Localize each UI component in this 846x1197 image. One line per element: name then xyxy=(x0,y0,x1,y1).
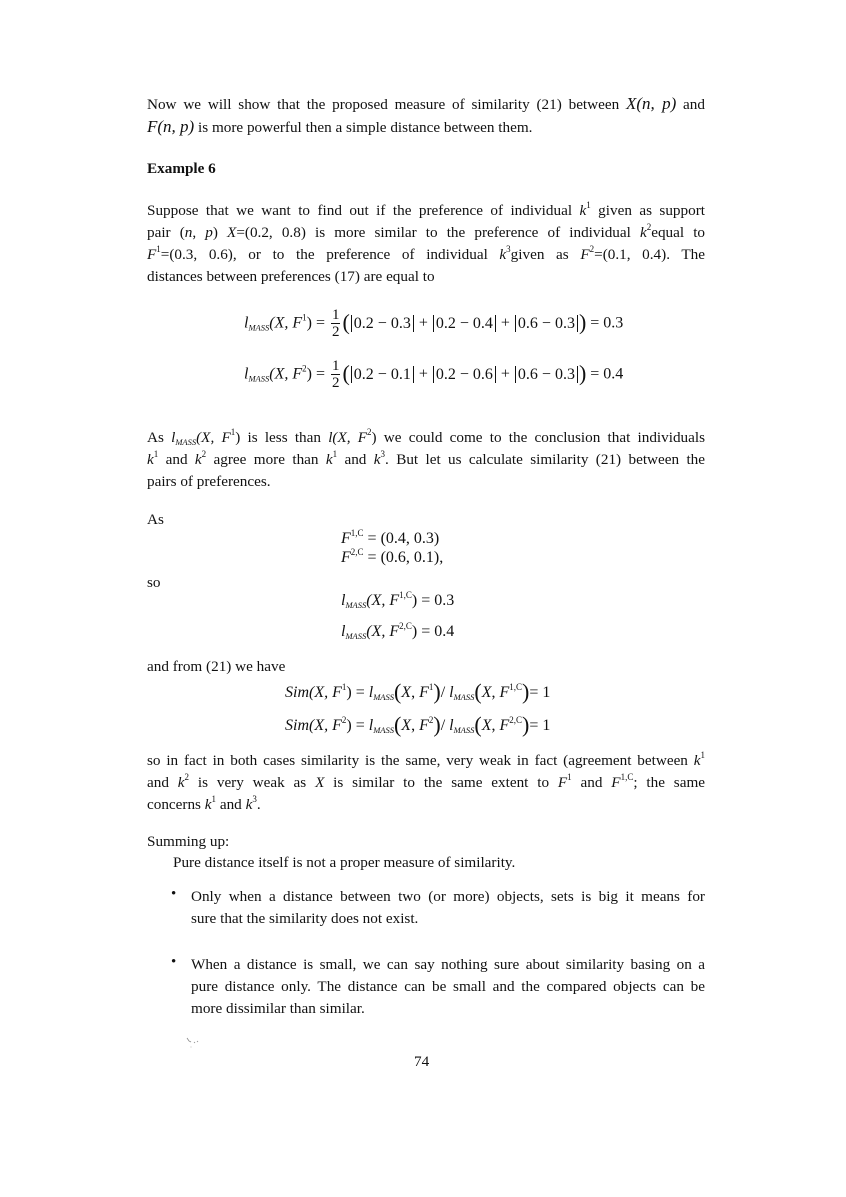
summing-up-label: Summing up: xyxy=(147,833,230,850)
bullet-item: When a distance is small, we can say nothing sure about similarity basing on a pure distance only. The distance can be small and the compared objects can be more dissimilar than similar. xyxy=(191,956,705,1017)
equation-distance-1: $l_{MASS}(X$, $F^1$) = $\frac{1}{2}$ ( 0.2 − 0.3 + 0.2 − 0.4 + 0.6 − 0.3 ) = 0.3 xyxy=(244,307,624,340)
bullet-icon: • xyxy=(171,954,177,970)
equation-f1c: $F^{1,C} = (0.4$, 0.3) xyxy=(341,528,440,547)
scan-artifact-mark xyxy=(186,1036,200,1048)
comparison-paragraph: As $l_{MASS}(X$, $F^1$) is less than l(X, $F^2$) we could come to the conclusion that individuals $k^1$ and $k^2$ agree more than $k^1$ and $k^3$. But let us calculate similarity (21) between the pairs of preferences. xyxy=(147,427,706,490)
equation-sim-1: Sim(X, $F^1) = l_{MASS}(X$, $F^1)/$ $l_{MASS}(X$, $F^{1,C})= 1$ xyxy=(285,679,551,704)
example-heading: Example 6 xyxy=(147,160,216,177)
bullet-icon: • xyxy=(171,886,177,902)
equation-sim-2: Sim(X, $F^2) = l_{MASS}(X$, $F^2)/$ $l_{MASS}(X$, $F^{2,C})= 1$ xyxy=(285,712,551,737)
equation-distance-2: $l_{MASS}(X$, $F^2$) = $\frac{1}{2}$ ( 0.2 − 0.1 + 0.2 − 0.6 + 0.6 − 0.3 ) = 0.4 xyxy=(244,358,624,391)
intro-paragraph: Now we will show that the proposed measure of similarity (21) between X(n, p) and F(n, p) is more powerful then a simple distance between them. xyxy=(147,94,705,136)
bullet-item: Only when a distance between two (or more) objects, sets is big it means for sure that the similarity does not exist. xyxy=(191,888,705,927)
equation-lmass-f2c: $l_{MASS}(X$, $F^{2,C}) = 0.4$ xyxy=(341,621,455,641)
equation-lmass-f1c: $l_{MASS}(X$, $F^{1,C}) = 0.3$ xyxy=(341,590,455,610)
as-label: As xyxy=(147,511,164,528)
and-from-label: and from (21) we have xyxy=(147,658,286,675)
example-paragraph: Suppose that we want to find out if the preference of individual $k^1$ given as support pair (n, p) X=(0.2, 0.8) is more similar to the preference of individual $k^2equal$ to $F^1=(0.3$, 0.6), or to the preference of individual $k^3given$ as $F^2=(0.1$, 0.4). The distances between preferences (17) are equal to xyxy=(147,200,706,285)
page-number: 74 xyxy=(414,1053,430,1070)
conclusion-paragraph: so in fact in both cases similarity is the same, very weak in fact (agreement between $k^1$ and $k^2$ is very weak as X is similar to the same extent to $F^1$ and $F^{1,C}$; the same concerns $k^1$ and $k^3$. xyxy=(147,750,706,813)
so-label: so xyxy=(147,574,161,591)
summary-statement: Pure distance itself is not a proper measure of similarity. xyxy=(173,854,516,871)
equation-f2c: $F^{2,C} = (0.6$, 0.1), xyxy=(341,547,444,566)
